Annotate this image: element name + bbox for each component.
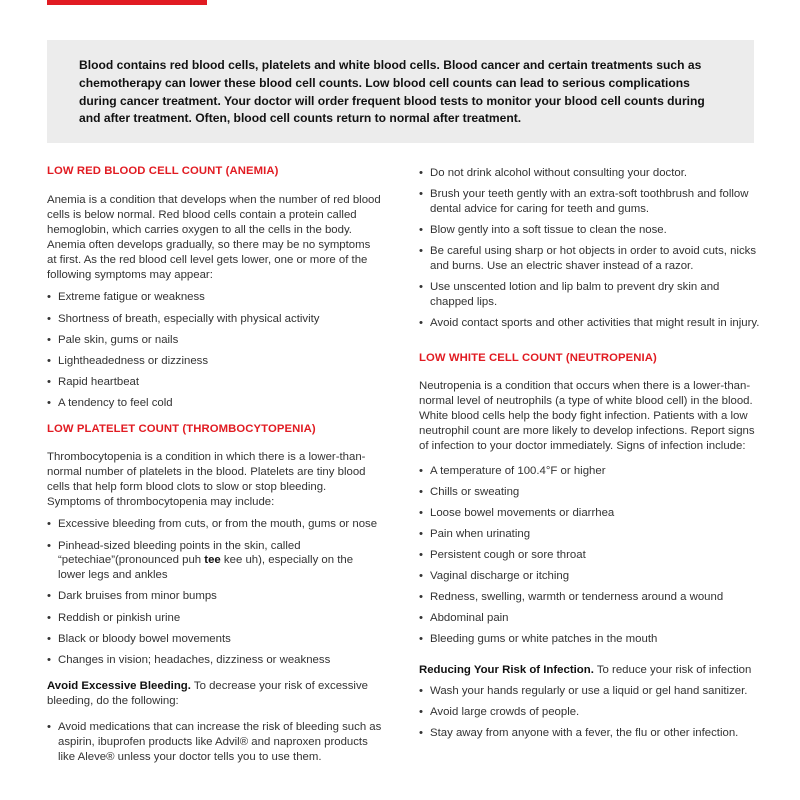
list-item: • Avoid large crowds of people. (419, 706, 580, 719)
bullet-icon: • (419, 317, 423, 330)
bullet-icon: • (47, 354, 51, 367)
list-item: • Extreme fatigue or weakness (47, 291, 205, 304)
list-item: • Brush your teeth gently with an extra-soft toothbrush and follow dental advice for caring for teeth and gums. (419, 188, 749, 215)
intro-box (47, 40, 754, 143)
bullet-icon: • (419, 527, 423, 540)
neutropenia-heading: LOW WHITE CELL COUNT (NEUTROPENIA) (419, 352, 657, 365)
list-item: • Wash your hands regularly or use a liquid or gel hand sanitizer. (419, 685, 748, 698)
list-item: • Use unscented lotion and lip balm to prevent dry skin and chapped lips. (419, 281, 720, 309)
list-item: • Pain when urinating (419, 527, 531, 540)
bullet-icon: • (47, 333, 51, 346)
bullet-icon: • (47, 653, 51, 666)
infection-paragraph: Reducing Your Risk of Infection. To reduce your risk of infection (419, 664, 752, 677)
bullet-icon: • (47, 312, 51, 325)
intro-text: Blood contains red blood cells, platelets and white blood cells. Blood cancer and certain treatments such as chemotherapy can lower these blood cell counts. Low blood cell counts can lead to serious complications during cancer treatment. Your doctor will order frequent blood tests to monitor your blood cell counts during and after treatment. Often, blood cell counts return to normal after treatment. (79, 58, 705, 126)
left-column (47, 164, 382, 771)
bullet-icon: • (419, 591, 423, 604)
platelet-symptom-list (47, 517, 382, 667)
list-item: • Excessive bleeding from cuts, or from the mouth, gums or nose (47, 518, 378, 531)
list-item: • Changes in vision; headaches, dizziness or weakness (47, 653, 331, 666)
list-item: • Lightheadedness or dizziness (47, 354, 209, 367)
bullet-icon: • (419, 167, 423, 179)
bullet-icon: • (47, 396, 51, 409)
list-item: • Do not drink alcohol without consulting your doctor. (419, 167, 688, 179)
list-item: • A tendency to feel cold (47, 396, 173, 409)
bullet-icon: • (47, 611, 51, 624)
list-item: • Abdominal pain (419, 612, 509, 625)
bullet-icon: • (419, 706, 423, 719)
list-item: • Avoid contact sports and other activities that might result in injury. (419, 317, 760, 330)
bleeding-tips-list (419, 166, 761, 331)
bleeding-paragraph: Avoid Excessive Bleeding. To decrease your risk of excessive bleeding, do the following: (47, 679, 368, 707)
bullet-icon: • (419, 612, 423, 625)
bullet-icon: • (419, 506, 423, 519)
bullet-icon: • (47, 518, 51, 531)
platelet-heading: LOW PLATELET COUNT (THROMBOCYTOPENIA) (47, 422, 316, 435)
right-column (419, 166, 761, 747)
bullet-icon: • (419, 633, 423, 646)
bullet-icon: • (419, 188, 423, 201)
list-item: • Pale skin, gums or nails (47, 333, 179, 346)
list-item: • Redness, swelling, warmth or tenderness around a wound (419, 591, 724, 604)
bullet-icon: • (47, 291, 51, 304)
list-item: • Persistent cough or sore throat (419, 549, 586, 561)
infection-lead: Reducing Your Risk of Infection. (419, 664, 594, 677)
list-item: • Reddish or pinkish urine (47, 611, 181, 624)
bullet-icon: • (419, 485, 423, 498)
bullet-icon: • (419, 464, 423, 477)
neutropenia-body: Neutropenia is a condition that occurs when there is a lower-than-normal level of neutrophils (a type of white blood cell) in the blood. White blood cells help the body fight infection. Patients with a low neutrophil count are more likely to develop infections. Report signs of infection to your doctor immediately. Signs of infection include: (419, 380, 755, 452)
bullet-icon: • (419, 685, 423, 698)
list-item: • Blow gently into a soft tissue to clean the nose. (419, 224, 667, 237)
list-item: • Black or bloody bowel movements (47, 632, 231, 645)
bullet-icon: • (47, 721, 51, 734)
bullet-icon: • (419, 245, 423, 258)
bullet-icon: • (419, 281, 423, 294)
list-item: • Pinhead-sized bleeding points in the skin, called “petechiae”(pronounced puh tee kee uh), especially on the lower legs and ankles (47, 539, 354, 582)
bullet-icon: • (419, 549, 423, 561)
list-item: • Dark bruises from minor bumps (47, 590, 217, 603)
list-item: • Bleeding gums or white patches in the mouth (419, 633, 658, 646)
bullet-icon: • (47, 590, 51, 603)
list-item: • Be careful using sharp or hot objects in order to avoid cuts, nicks and burns. Use an electric shaver instead of a razor. (419, 245, 757, 273)
bullet-icon: • (419, 224, 423, 237)
pronunciation-emphasis: tee (204, 554, 221, 567)
platelet-body: Thrombocytopenia is a condition in which there is a lower-than-normal number of platelets in the blood. Platelets are tiny blood cells that help form blood clots to slow or stop bleeding. Symptoms of thrombocytopenia may include: (47, 450, 366, 508)
bleeding-list (47, 720, 382, 765)
bullet-icon: • (47, 539, 51, 552)
list-item: • Stay away from anyone with a fever, the flu or other infection. (419, 727, 739, 740)
anemia-symptom-list (47, 290, 382, 410)
list-item: • Chills or sweating (419, 485, 520, 498)
neutropenia-symptom-list (419, 464, 761, 648)
list-item: • Avoid medications that can increase the risk of bleeding such as aspirin, ibuprofen products like Advil® and naproxen products like Aleve® unless your doctor tells you to use them. (47, 721, 382, 764)
list-item: • A temperature of 100.4°F or higher (419, 464, 606, 477)
anemia-body: Anemia is a condition that develops when the number of red blood cells is below normal. Red blood cells contain a protein called hemoglobin, which carries oxygen to all the cells in the body. Anemia often develops gradually, so there may be no symptoms at first. As the red blood cell level gets lower, one or more of the following symptoms may appear: (47, 194, 381, 281)
infection-list (419, 684, 761, 741)
bleeding-lead: Avoid Excessive Bleeding. (47, 679, 191, 692)
bullet-icon: • (419, 570, 423, 583)
list-item: • Loose bowel movements or diarrhea (419, 506, 615, 519)
bullet-icon: • (47, 375, 51, 388)
list-item: • Vaginal discharge or itching (419, 570, 570, 583)
bullet-icon: • (419, 727, 423, 740)
list-item: • Shortness of breath, especially with physical activity (47, 312, 320, 325)
header-accent-bar (47, 0, 207, 5)
anemia-heading: LOW RED BLOOD CELL COUNT (ANEMIA) (47, 165, 279, 177)
list-item: • Rapid heartbeat (47, 375, 140, 388)
bullet-icon: • (47, 632, 51, 645)
